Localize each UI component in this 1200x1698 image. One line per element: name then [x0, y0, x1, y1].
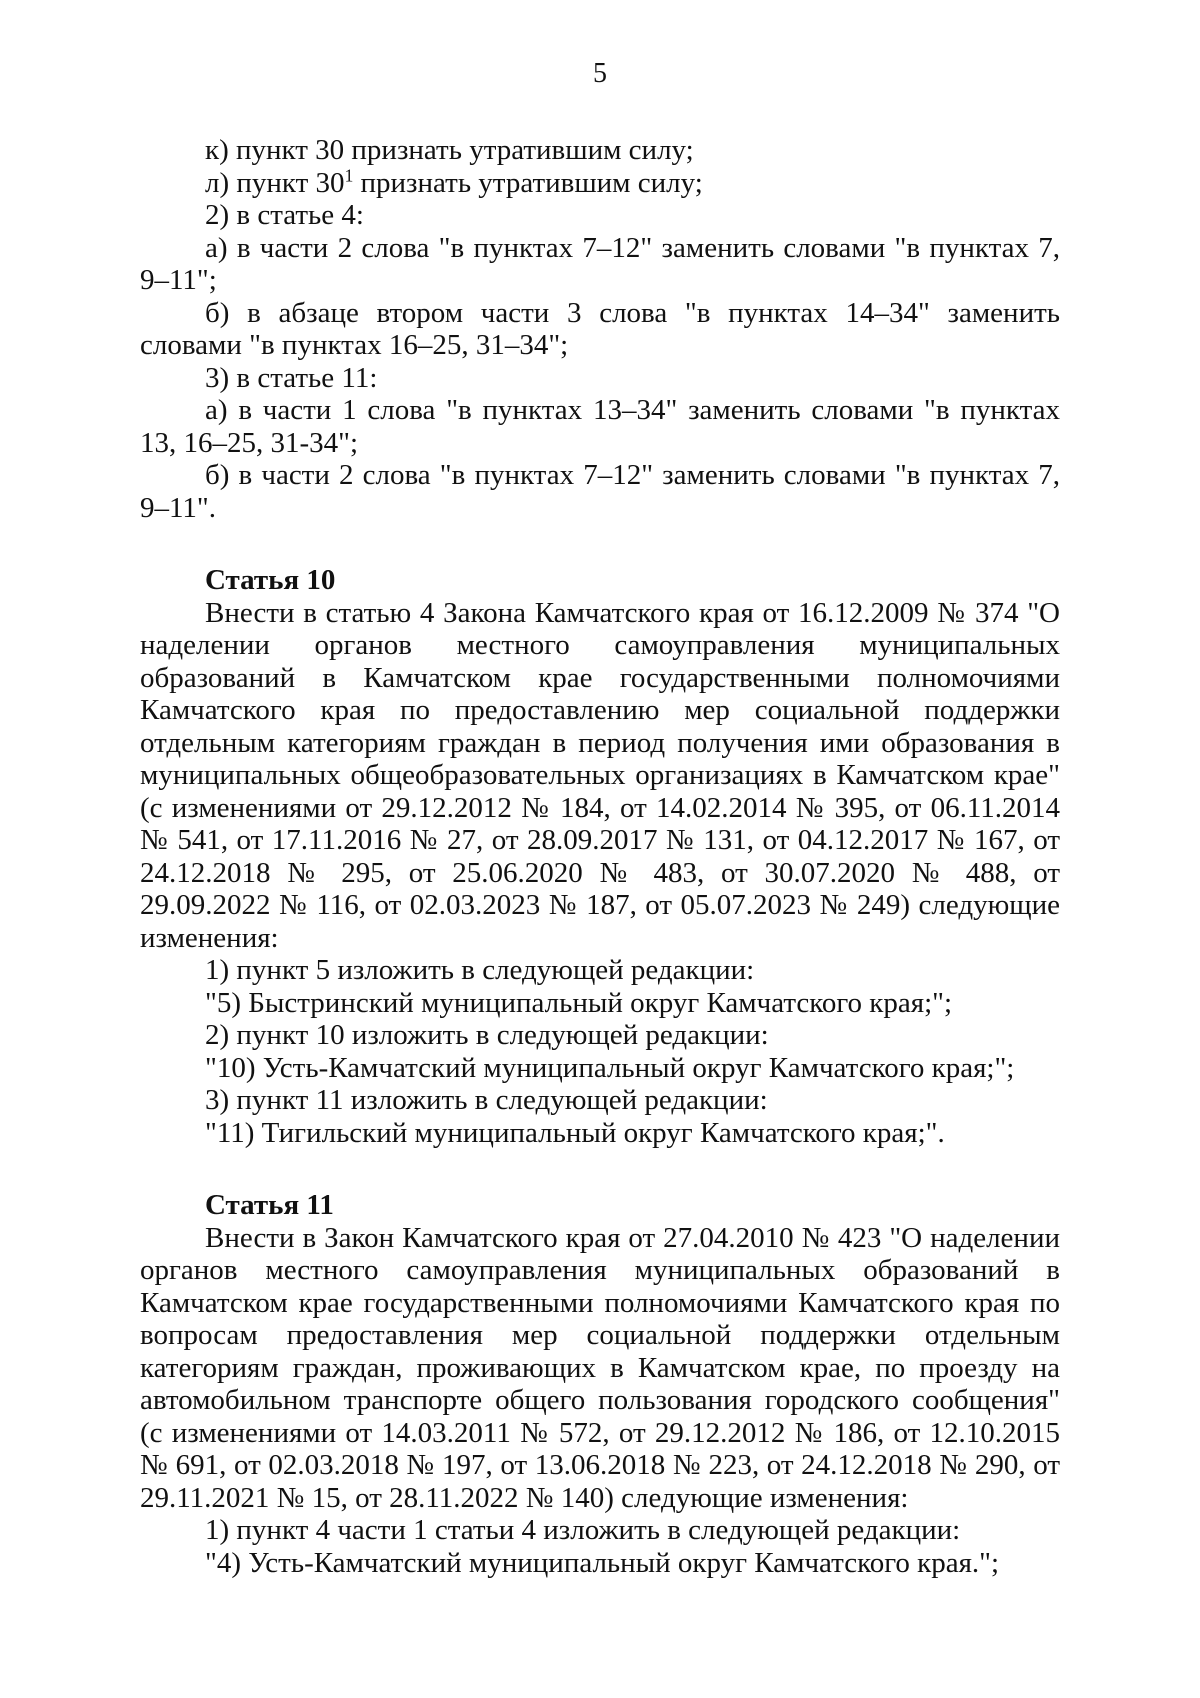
item-3a: а) в части 1 слова "в пунктах 13–34" заменить словами "в пунктах 13, 16–25, 31-34"; [140, 394, 1060, 459]
article-11-item: 1) пункт 4 части 1 статьи 4 изложить в следующей редакции: [205, 1514, 961, 1546]
item-l-text-end: признать утратившим силу; [353, 166, 703, 199]
document-body [140, 134, 1060, 1579]
article-10-item: 1) пункт 5 изложить в следующей редакции: [205, 954, 755, 986]
article-10-heading: Статья 10 [205, 564, 336, 596]
item-3b: б) в части 2 слова "в пунктах 7–12" заменить словами "в пунктах 7, 9–11". [140, 459, 1060, 524]
article-11-heading: Статья 11 [205, 1189, 334, 1221]
section-spacer [140, 1149, 1060, 1189]
amendments-continuation [140, 134, 1060, 524]
item-2: 2) в статье 4: [205, 199, 364, 231]
item-3: 3) в статье 11: [205, 361, 378, 394]
article-10-intro: Внести в статью 4 Закона Камчатского края от 16.12.2009 № 374 "О наделении органов местного самоуправления муниципальных образований в Камчатском крае государственными полномочиями Камчатского края по предоставлению мер социальной поддержки отдельным категориям граждан в период получения ими образования в муниципальных общеобразовательных организациях в Камчатском крае" (с изменениями от 29.12.2012 № 184, от 14.02.2014 № 395, от 06.11.2014 № 541, от 17.11.2016 № 27, от 28.09.2017 № 131, от 04.12.2017 № 167, от 24.12.2018 № 295, от 25.06.2020 № 483, от 30.07.2020 № 488, от 29.09.2022 № 116, от 02.03.2023 № 187, от 05.07.2023 № 249) следующие изменения: [140, 596, 1060, 954]
article-10-item: "5) Быстринский муниципальный округ Камчатского края;"; [205, 986, 953, 1019]
item-2a: а) в части 2 слова "в пунктах 7–12" заменить словами "в пунктах 7, 9–11"; [140, 231, 1060, 296]
section-spacer [140, 524, 1060, 564]
article-11-item: "4) Усть-Камчатский муниципальный округ Камчатского края."; [205, 1546, 1000, 1579]
article-10-item: 2) пункт 10 изложить в следующей редакции: [205, 1019, 769, 1051]
article-10-item: "10) Усть-Камчатский муниципальный округ Камчатского края;"; [205, 1051, 1015, 1084]
item-l-text: л) пункт 30 [205, 166, 345, 199]
item-2b: б) в абзаце втором части 3 слова "в пунктах 14–34" заменить словами "в пунктах 16–25, 31–34"; [140, 296, 1060, 361]
article-10-item: 3) пункт 11 изложить в следующей редакции: [205, 1084, 768, 1116]
page-number: 5 [593, 58, 607, 89]
item-k: к) пункт 30 признать утратившим силу; [205, 134, 694, 166]
article-10-item: "11) Тигильский муниципальный округ Камчатского края;". [205, 1116, 945, 1149]
item-l-superscript: 1 [344, 164, 354, 185]
article-10 [140, 564, 1060, 1149]
article-11 [140, 1189, 1060, 1579]
article-11-intro: Внести в Закон Камчатского края от 27.04.2010 № 423 "О наделении органов местного самоуправления муниципальных образований в Камчатском крае государственными полномочиями Камчатского края по вопросам предоставления мер социальной поддержки отдельным категориям граждан, проживающих в Камчатском крае, по проезду на автомобильном транспорте общего пользования городского сообщения" (с изменениями от 14.03.2011 № 572, от 29.12.2012 № 186, от 12.10.2015 № 691, от 02.03.2018 № 197, от 13.06.2018 № 223, от 24.12.2018 № 290, от 29.11.2021 № 15, от 28.11.2022 № 140) следующие изменения: [140, 1221, 1060, 1514]
item-l [140, 164, 1060, 200]
